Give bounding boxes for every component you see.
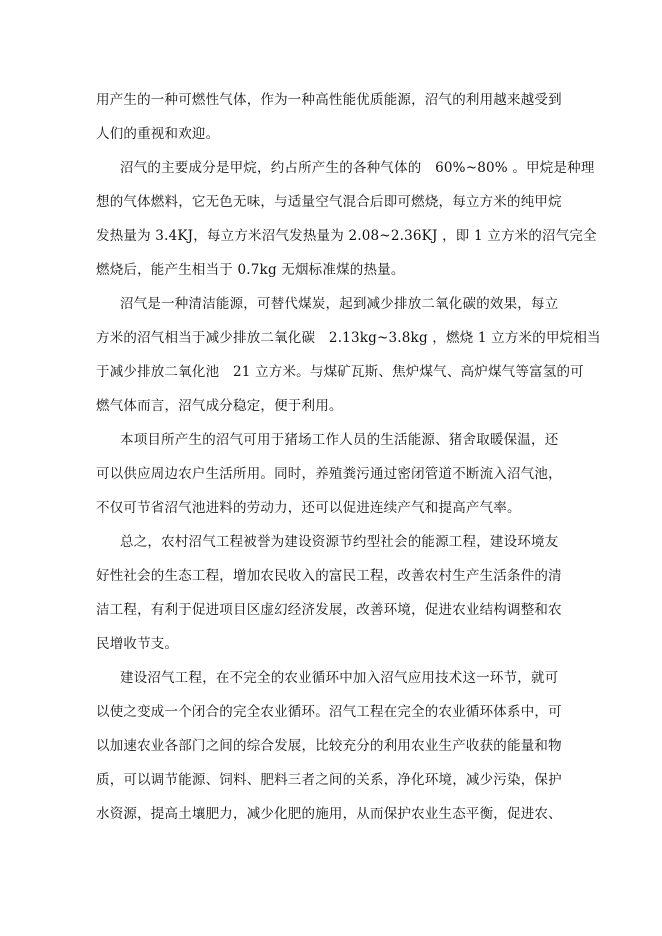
text-line: 水资源，提高土壤肥力，减少化肥的施用，从而保护农业生态平衡，促进农、 — [96, 806, 562, 822]
paragraph-start-line: 沼气的主要成分是甲烷，约占所产生的各种气体的 60%~80% 。甲烷是种理 — [120, 160, 595, 176]
text-line: 以加速农业各部门之间的综合发展，比较充分的利用农业生产收获的能量和物 — [96, 738, 562, 754]
text-line: 好性社会的生态工程，增加农民收入的富民工程，改善农村生产生活条件的清 — [96, 568, 562, 584]
paragraph-start-line: 沼气是一种清洁能源，可替代煤炭，起到减少排放二氧化碳的效果，每立 — [120, 296, 559, 312]
text-line: 发热量为 3.4KJ，每立方米沼气发热量为 2.08~2.36KJ ，即 1 立方米的沼气完全 — [96, 228, 597, 244]
text-line: 燃烧后，能产生相当于 0.7kg 无烟标准煤的热量。 — [96, 262, 405, 278]
text-line: 民增收节支。 — [96, 636, 179, 652]
paragraph-start-line: 建设沼气工程，在不完全的农业循环中加入沼气应用技术这一环节，就可 — [120, 670, 559, 686]
text-line: 方米的沼气相当于减少排放二氧化碳 2.13kg~3.8kg ，燃烧 1 立方米的甲烷相当 — [96, 330, 601, 346]
text-line: 以使之变成一个闭合的完全农业循环。沼气工程在完全的农业循环体系中，可 — [96, 704, 562, 720]
paragraph-start-line: 总之，农村沼气工程被誉为建设资源节约型社会的能源工程，建设环境友 — [120, 534, 559, 550]
text-line: 质，可以调节能源、饲料、肥料三者之间的关系，净化环境，减少污染，保护 — [96, 772, 562, 788]
text-line: 可以供应周边农户生活所用。同时，养殖粪污通过密闭管道不断流入沼气池， — [96, 466, 562, 482]
text-line: 于减少排放二氧化池 21 立方米。与煤矿瓦斯、焦炉煤气、高炉煤气等富氢的可 — [96, 364, 584, 380]
text-line: 洁工程，有利于促进项目区虚幻经济发展，改善环境，促进农业结构调整和农 — [96, 602, 562, 618]
text-line: 人们的重视和欢迎。 — [96, 126, 220, 142]
paragraph-start-line: 本项目所产生的沼气可用于猪场工作人员的生活能源、猪舍取暖保温，还 — [120, 432, 559, 448]
text-line: 用产生的一种可燃性气体，作为一种高性能优质能源，沼气的利用越来越受到 — [96, 92, 562, 108]
text-line: 不仅可节省沼气池进料的劳动力，还可以促进连续产气和提高产气率。 — [96, 500, 521, 516]
body-text — [96, 83, 601, 831]
text-line: 燃气体而言，沼气成分稳定，便于利用。 — [96, 398, 343, 414]
text-line: 想的气体燃料，它无色无味，与适量空气混合后即可燃烧，每立方米的纯甲烷 — [96, 194, 562, 210]
